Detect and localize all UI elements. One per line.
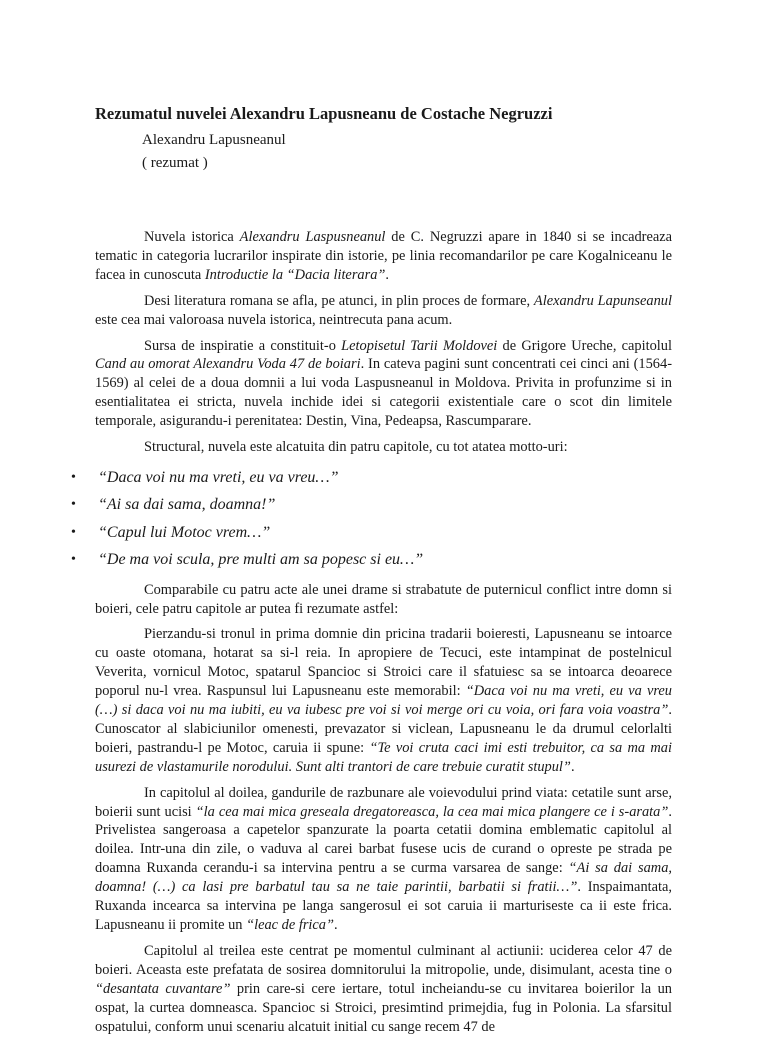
text-run: este cea mai valoroasa nuvela istorica, neintrecuta pana acum.	[95, 311, 453, 328]
italic-text-run: Cand au omorat Alexandru Voda 47 de boiari	[95, 356, 361, 373]
italic-text-run: “Daca voi nu ma vreti, eu va vreu (…) si daca voi nu ma iubiti, eu va iubesc pre voi si voi merge ori cu voia, ori fara voia voastra”	[95, 683, 672, 719]
text-run: de Grigore Ureche, capitolul	[497, 337, 672, 354]
italic-text-run: “la cea mai mica greseala dregatoreasca, la cea mai mica plangere ce i s-arata”	[195, 803, 669, 820]
text-run: . Cunoscator al slabiciunilor omenesti, prevazator si viclean, Lapusneanu le da drumul celorlalti boieri, pastrandu-l pe Motoc, caruia ii spune:	[95, 702, 672, 756]
bullet-icon: •	[71, 469, 76, 485]
italic-text-run: “leac de frica”	[246, 917, 335, 933]
text-run: . Inspaimantata, Ruxanda incearca sa intervina pe langa sangerosul ei sot caruia ii marturiseste ca ii este frica. Lapusneanu ii promite un	[95, 879, 673, 933]
italic-text-run: Alexandru Lapunseanul	[533, 292, 672, 309]
motto-text: “De ma voi scula, pre multi am sa popesc si eu…”	[98, 551, 424, 569]
text-run: Desi literatura romana se afla, pe atunci, in plin proces de formare,	[144, 292, 534, 309]
document-subtitle-note: ( rezumat )	[142, 155, 208, 171]
paragraph	[95, 784, 672, 935]
motto-text: “Daca voi nu ma vreti, eu va vreu…”	[98, 468, 339, 486]
text-run: .	[385, 266, 390, 283]
motto-item	[69, 464, 672, 491]
text-run: . Privelistea sangeroasa a capetelor spanzurate la poarta cetatii domina emblematic capitolul al doilea. Intr-una din zile, o vaduva al carei barbat fusese ucis de curand o opreste pe strada pe doamna Ruxanda cerandu-i sa intervina pentru a se curma varsarea de sange:	[95, 803, 672, 877]
text-run: .	[334, 917, 338, 933]
motto-list	[69, 464, 672, 574]
text-run: prin care-si cere iertare, totul incheiandu-se cu invitarea boierilor la un ospat, la curtea domneasca. Spancioc si Stroici, presimtind primejdia, fug in Polonia. La sfarsitul ospatului, conform unui scenariu alcatuit initial cu sange recem 47 de	[95, 980, 672, 1035]
text-run: Comparabile cu patru acte ale unei drame si strabatute de puternicul conflict intre domn si boieri, cele patru capitole ar putea fi rezumate astfel:	[95, 581, 672, 617]
motto-item	[69, 491, 672, 518]
bullet-icon: •	[71, 524, 76, 540]
text-run: Structural, nuvela este alcatuita din patru capitole, cu tot atatea motto-uri:	[144, 439, 568, 456]
text-run: Pierzandu-si tronul in prima domnie din pricina tradarii boieresti, Lapusneanu se intoarce cu oaste otomana, hotarat sa si-l reia. In apropiere de Tecuci, este intampinat de postelnicul Veverita, vornicul Motoc, spatarul Spancioc si Stroici care il sfatuiesc sa se intoarca deoarece poporul nu-l vrea. Raspunsul lui Lapusneanu este memorabil:	[95, 626, 672, 700]
italic-text-run: Introductie la “Dacia literara”	[204, 266, 386, 283]
text-run: Capitolul al treilea este centrat pe momentul culminant al actiunii: uciderea celor 47 de boieri. Aceasta este prefatata de sosirea domnitorului la mitropolie, unde, disimulant, acesta tine o	[95, 942, 672, 978]
paragraph	[95, 625, 672, 776]
italic-text-run: “Ai sa dai sama, doamna! (…) ca lasi pre barbatul tau sa ne taie parintii, barbatii si fratii…”	[95, 860, 672, 896]
paragraph	[95, 581, 672, 619]
paragraph	[95, 942, 672, 1037]
italic-text-run: Alexandru Laspusneanul	[239, 229, 386, 245]
motto-text: “Ai sa dai sama, doamna!”	[98, 496, 276, 514]
text-run: . In cateva pagini sunt concentrati cei cinci ani (1564-1569) al celei de a doua domnii a lui voda Laspusneanul in Moldova. Privita in profunzime si in esentialitatea ei stricta, nuvela inchide idei si categorii existentiale care o scot din limitele temporale, asigurandu-i perenitatea: Destin, Vina, Pedeapsa, Rascumparare.	[95, 356, 672, 430]
bullet-icon: •	[71, 497, 76, 513]
document-title: Rezumatul nuvelei Alexandru Lapusneanu de Costache Negruzzi	[95, 104, 553, 123]
italic-text-run: Letopisetul Tarii Moldovei	[341, 337, 498, 354]
paragraph	[95, 292, 672, 330]
italic-text-run: “Te voi cruta caci imi esti trebuitor, ca sa ma mai usurezi de vlastamurile norodului. Sunt alti trantori de care trebuie curatit stupul”	[95, 739, 672, 775]
document-body	[71, 228, 673, 1043]
text-run: In capitolul al doilea, gandurile de razbunare ale voievodului prind viata: cetatile sunt arse, boierii sunt ucisi	[95, 784, 672, 820]
text-run: Nuvela istorica	[144, 229, 240, 245]
text-run: Sursa de inspiratie a constituit-o	[144, 337, 342, 354]
paragraph	[95, 228, 672, 285]
motto-item	[69, 519, 672, 546]
document-subtitle: Alexandru Lapusneanul	[142, 132, 286, 148]
paragraph	[95, 337, 672, 432]
bullet-icon: •	[71, 552, 76, 568]
paragraph	[95, 438, 672, 457]
text-run: de C. Negruzzi apare in 1840 si se incadreaza tematic in categoria lucrarilor inspirate din istorie, pe linia recomandarilor pe care Kogalniceanu le facea in cunoscuta	[95, 229, 673, 283]
text-run: .	[570, 758, 575, 775]
motto-text: “Capul lui Motoc vrem…”	[98, 523, 271, 541]
motto-item	[69, 546, 672, 573]
italic-text-run: “desantata cuvantare”	[95, 980, 231, 997]
